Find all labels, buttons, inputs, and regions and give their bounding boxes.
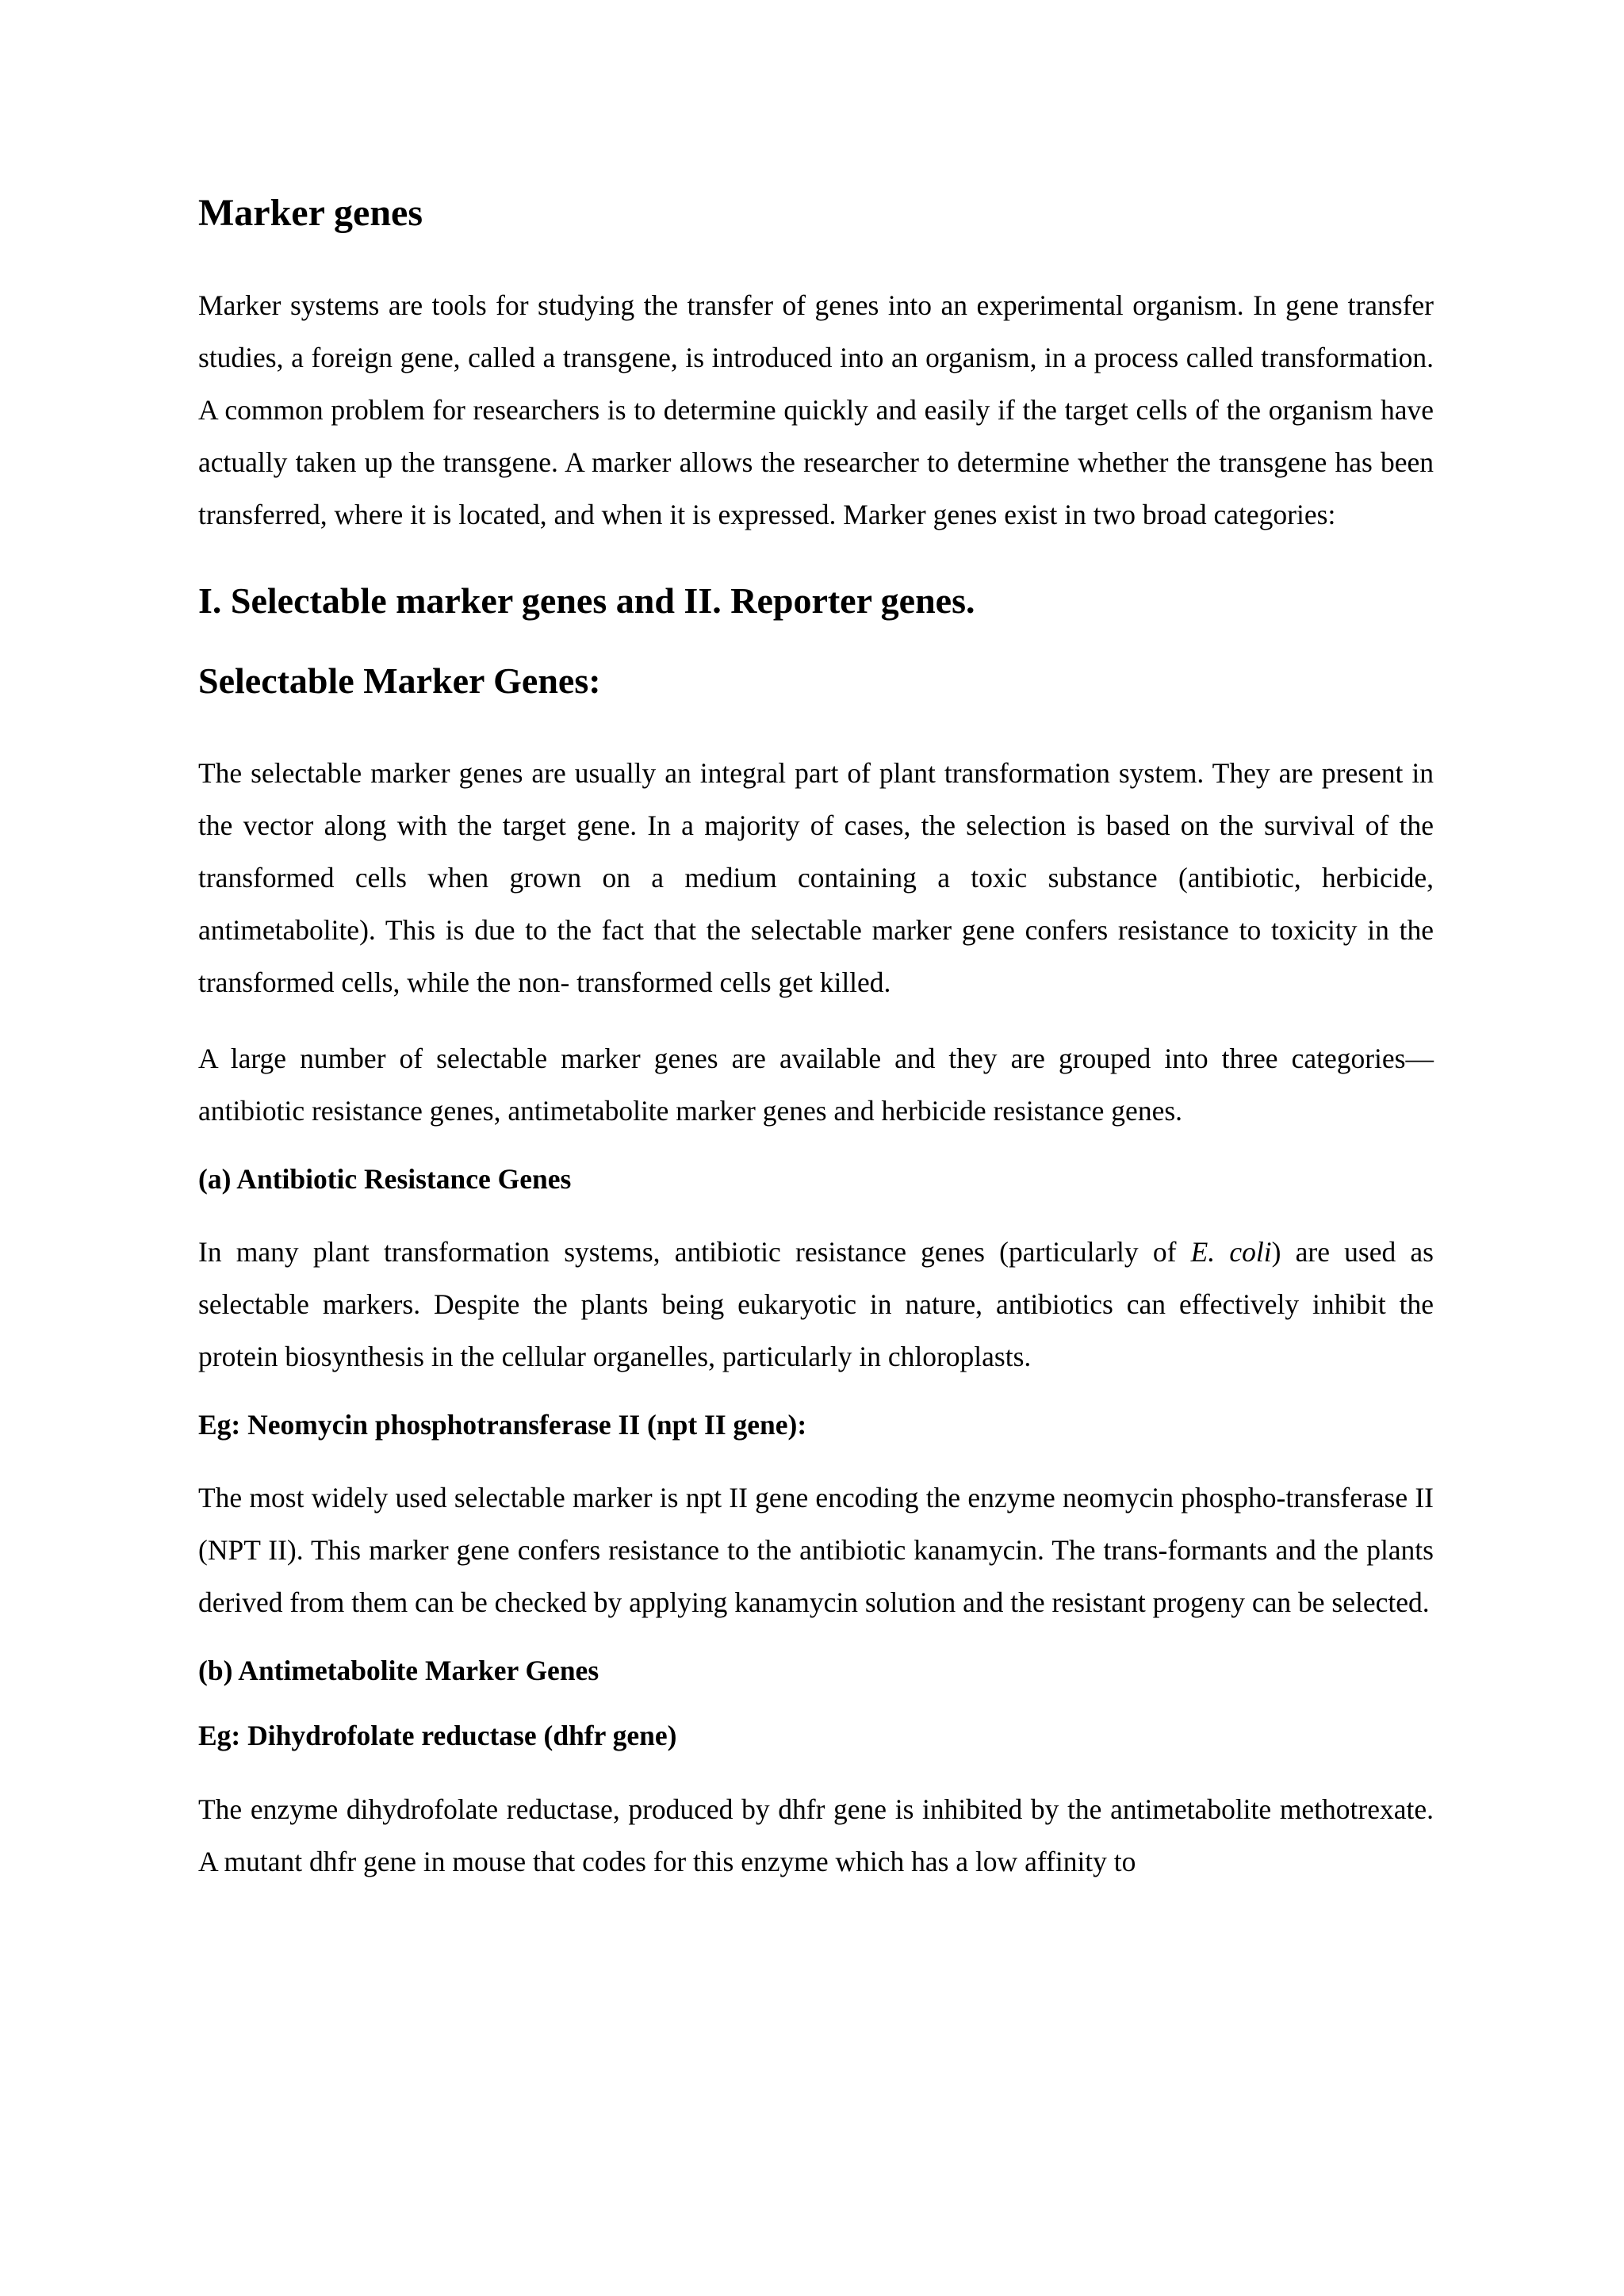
species-name: E. coli (1190, 1236, 1272, 1269)
selectable-heading: Selectable Marker Genes: (198, 660, 601, 701)
npt-example-heading: Eg: Neomycin phosphotransferase II (npt II gene): (198, 1409, 807, 1441)
dhfr-example-heading: Eg: Dihydrofolate reductase (dhfr gene) (198, 1720, 677, 1752)
selectable-paragraph-2: A large number of selectable marker genes are available and they are grouped into three categories— antibiotic resistance genes, antimetabolite marker genes and herbicide resistance genes. (198, 1042, 1434, 1127)
document-page (198, 190, 1434, 1888)
selectable-paragraph-1: The selectable marker genes are usually an integral part of plant transformation system. They are present in the vector along with the target gene. In a majority of cases, the selection is based on the survival of the transformed cells when grown on a medium containing a toxic substance (antibiotic, herbicide, antimetabolite). This is due to the fact that the selectable marker gene confers resistance to toxicity in the transformed cells, while the non- transformed cells get killed. (198, 756, 1434, 998)
antibiotic-heading: (a) Antibiotic Resistance Genes (198, 1162, 572, 1195)
categories-heading: I. Selectable marker genes and II. Reporter genes. (198, 580, 975, 621)
page-title: Marker genes (198, 192, 423, 234)
antimetabolite-heading: (b) Antimetabolite Marker Genes (198, 1655, 599, 1687)
npt-example-paragraph: The most widely used selectable marker is npt II gene encoding the enzyme neomycin phospho-transferase II (NPT II). This marker gene confers resistance to the antibiotic kanamycin. The trans-formants and the plants derived from them can be checked by applying kanamycin solution and the resistant progeny can be selected. (198, 1482, 1434, 1619)
antibiotic-paragraph-end: ) are used as selectable markers. Despite the plants being eukaryotic in nature, antibiotics can effectively inhibit the protein biosynthesis in the cellular organelles, particularly in chloroplasts. (198, 1236, 1434, 1373)
antibiotic-paragraph (198, 1226, 1434, 1383)
antibiotic-paragraph-start: In many plant transformation systems, antibiotic resistance genes (particularly of (198, 1236, 1191, 1269)
dhfr-example-paragraph: The enzyme dihydrofolate reductase, produced by dhfr gene is inhibited by the antimetabolite methotrexate. A mutant dhfr gene in mouse that codes for this enzyme which has a low affinity to (198, 1793, 1434, 1877)
intro-paragraph: Marker systems are tools for studying the transfer of genes into an experimental organism. In gene transfer studies, a foreign gene, called a transgene, is introduced into an organism, in a process called transformation. A common problem for researchers is to determine quickly and easily if the target cells of the organism have actually taken up the transgene. A marker allows the researcher to determine whether the transgene has been transferred, where it is located, and when it is expressed. Marker genes exist in two broad categories: (198, 289, 1434, 530)
